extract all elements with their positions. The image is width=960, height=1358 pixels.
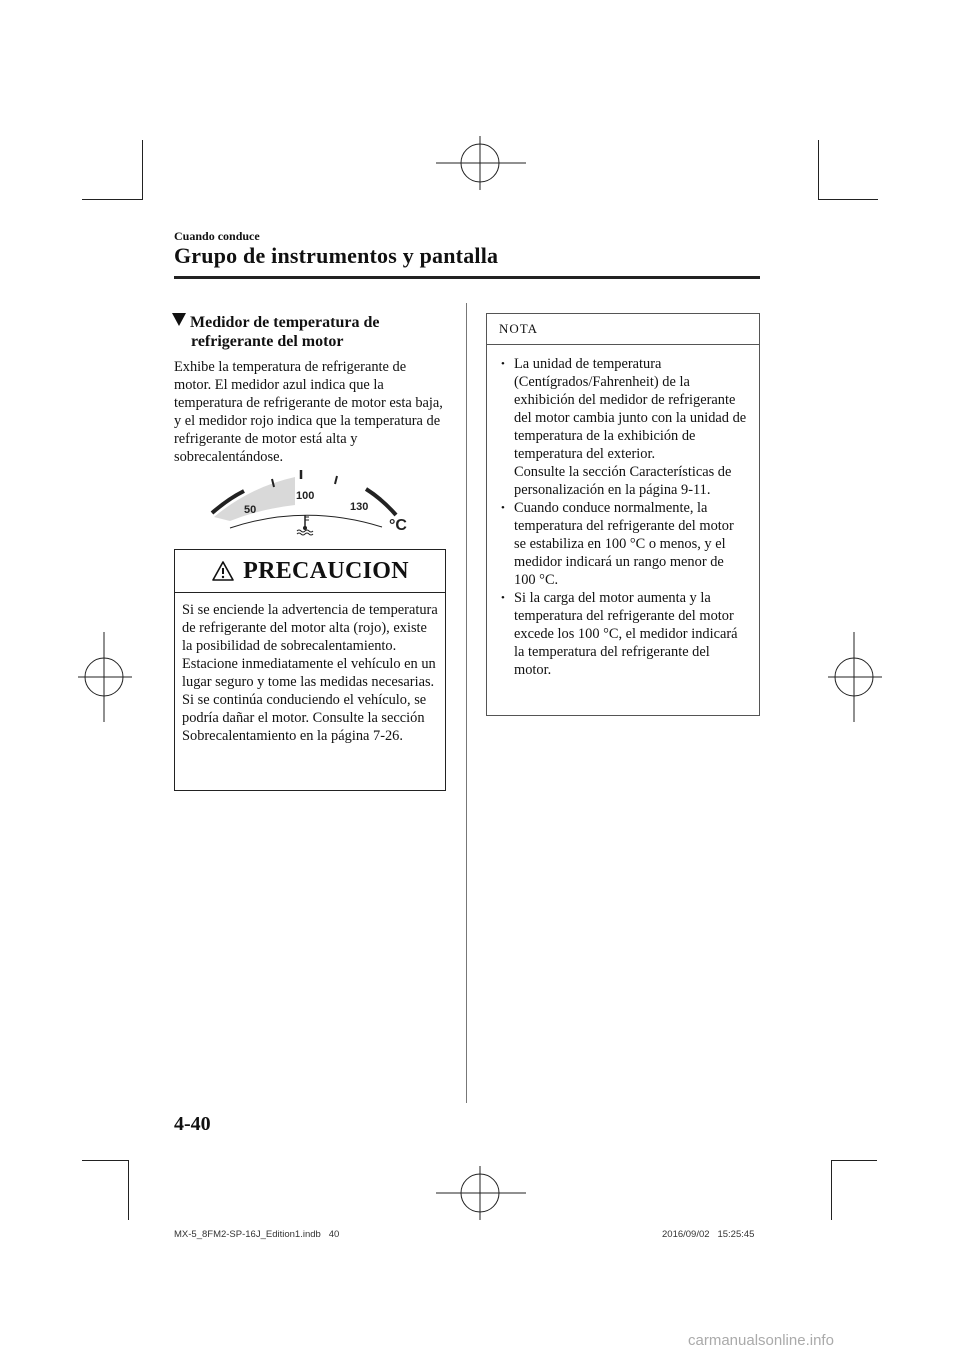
gauge-label-130: 130 bbox=[350, 501, 369, 513]
note-title: NOTA bbox=[487, 314, 759, 345]
crop-mark bbox=[82, 199, 142, 200]
note-box bbox=[486, 313, 760, 716]
crop-mark bbox=[128, 1160, 129, 1220]
gauge-label-100: 100 bbox=[296, 490, 315, 502]
crop-mark bbox=[831, 1160, 877, 1161]
registration-mark-top bbox=[436, 136, 526, 190]
gauge-unit: °C bbox=[389, 517, 407, 534]
page-title: Grupo de instrumentos y pantalla bbox=[174, 243, 499, 268]
print-timestamp: 2016/09/02 15:25:45 bbox=[662, 1229, 755, 1240]
note-list bbox=[487, 345, 759, 679]
crop-mark bbox=[142, 140, 143, 200]
caution-title: PRECAUCION bbox=[243, 557, 409, 584]
body-paragraph: Exhibe la temperatura de refrigerante de motor. El medidor azul indica que la temperatura de refrigerante de motor esta baja, y el medidor rojo indica que la temperatura de refrigerante de motor está alta y sobrecalentándose. bbox=[174, 359, 443, 465]
file-info: MX-5_8FM2-SP-16J_Edition1.indb 40 bbox=[174, 1229, 340, 1240]
column-divider bbox=[466, 303, 467, 1103]
registration-mark-bottom bbox=[436, 1166, 526, 1220]
crop-mark bbox=[818, 140, 819, 200]
subheading-line-1: Medidor de temperatura de bbox=[190, 314, 380, 331]
section-label: Cuando conduce bbox=[174, 229, 260, 243]
note-item: • La unidad de temperatura (Centígrados/Fahrenheit) de la exhibición del medidor de refrigerante del motor cambia junto con la unidad de temperatura de la exhibición de temperatura del exterior. Consulte la sección Características de personalización en la página 9-11. bbox=[501, 355, 747, 499]
gauge-tick bbox=[335, 476, 337, 484]
triangle-bullet-icon bbox=[172, 313, 186, 326]
registration-mark-left bbox=[78, 632, 132, 722]
note-item: • Si la carga del motor aumenta y la temperatura del refrigerante del motor excede los 100 °C, el medidor indicará la temperatura del refrigerante del motor. bbox=[501, 589, 747, 679]
caution-header bbox=[175, 550, 445, 593]
subheading bbox=[172, 313, 452, 351]
caution-box bbox=[174, 549, 446, 791]
title-rule bbox=[174, 276, 760, 279]
watermark: carmanualsonline.info bbox=[688, 1332, 834, 1349]
caution-text: Si se enciende la advertencia de temperatura de refrigerante del motor alta (rojo), existe la posibilidad de sobrecalentamiento. Estacione inmediatamente el vehículo en un lugar seguro y tome las medidas necesarias. Si se continúa conduciendo el vehículo, se podría dañar el motor. Consulte la sección Sobrecalentamiento en la página 7-26. bbox=[182, 602, 438, 744]
warning-triangle-icon bbox=[211, 560, 235, 582]
page-number: 4-40 bbox=[174, 1113, 211, 1135]
gauge-red-segment bbox=[366, 489, 396, 515]
crop-mark bbox=[818, 199, 878, 200]
subheading-line-2: refrigerante del motor bbox=[191, 333, 344, 350]
note-item: • Cuando conduce normalmente, la temperatura del refrigerante del motor se estabiliza en 100 °C o menos, y el medidor indicará un rango menor de 100 °C. bbox=[501, 499, 747, 589]
coolant-temperature-icon bbox=[297, 515, 313, 535]
gauge-label-50: 50 bbox=[244, 504, 257, 516]
registration-mark-right bbox=[828, 632, 882, 722]
crop-mark bbox=[82, 1160, 128, 1161]
crop-mark bbox=[831, 1160, 832, 1220]
temperature-gauge-illustration bbox=[200, 465, 430, 540]
